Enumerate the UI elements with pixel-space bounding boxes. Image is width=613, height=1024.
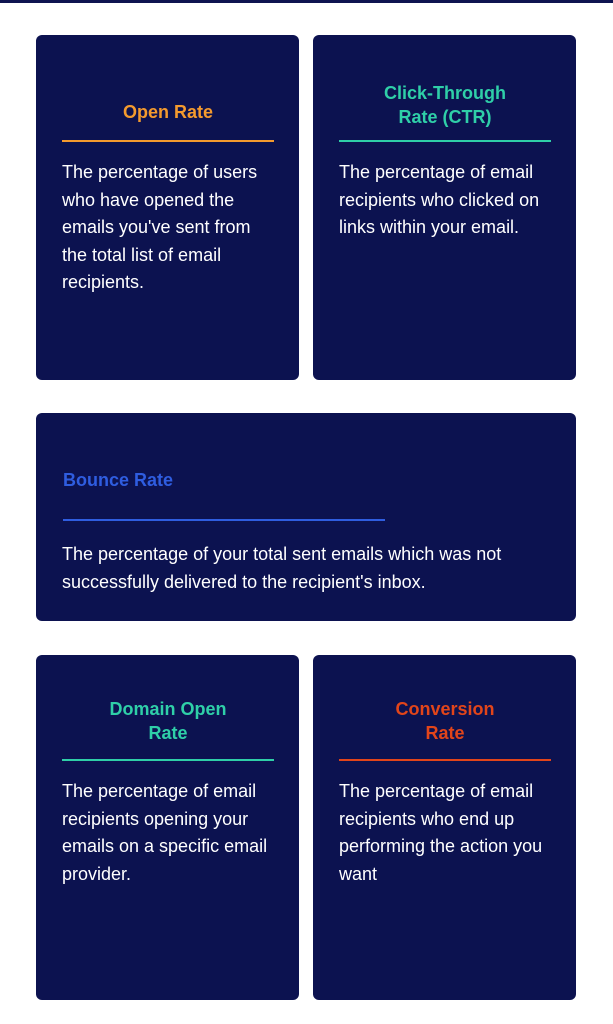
click-through-rate-description: The percentage of email recipients who clicked on links within your email. [339, 162, 540, 237]
click-through-rate-divider [339, 140, 551, 142]
open-rate-title: Open Rate [122, 102, 214, 122]
conversion-rate-divider [339, 759, 551, 761]
domain-open-rate-title: Domain Open Rate [109, 699, 227, 743]
conversion-rate-description: The percentage of email recipients who end up performing the action you want [339, 781, 543, 884]
domain-open-rate-card [36, 655, 299, 1000]
click-through-rate-card [313, 35, 576, 380]
open-rate-divider [62, 140, 274, 142]
conversion-rate-card [313, 655, 576, 1000]
top-divider [0, 0, 613, 3]
conversion-rate-title: Conversion Rate [395, 699, 495, 743]
bounce-rate-title: Bounce Rate [63, 470, 174, 490]
bounce-rate-card [36, 413, 576, 621]
bounce-rate-description: The percentage of your total sent emails which was not successfully delivered to the recipient's inbox. [62, 544, 502, 592]
domain-open-rate-divider [62, 759, 274, 761]
open-rate-description: The percentage of users who have opened the emails you've sent from the total list of email recipients. [62, 162, 258, 292]
bounce-rate-divider [63, 519, 385, 521]
open-rate-card [36, 35, 299, 380]
domain-open-rate-description: The percentage of email recipients opening your emails on a specific email provider. [62, 781, 268, 884]
click-through-rate-title: Click-Through Rate (CTR) [384, 83, 506, 127]
